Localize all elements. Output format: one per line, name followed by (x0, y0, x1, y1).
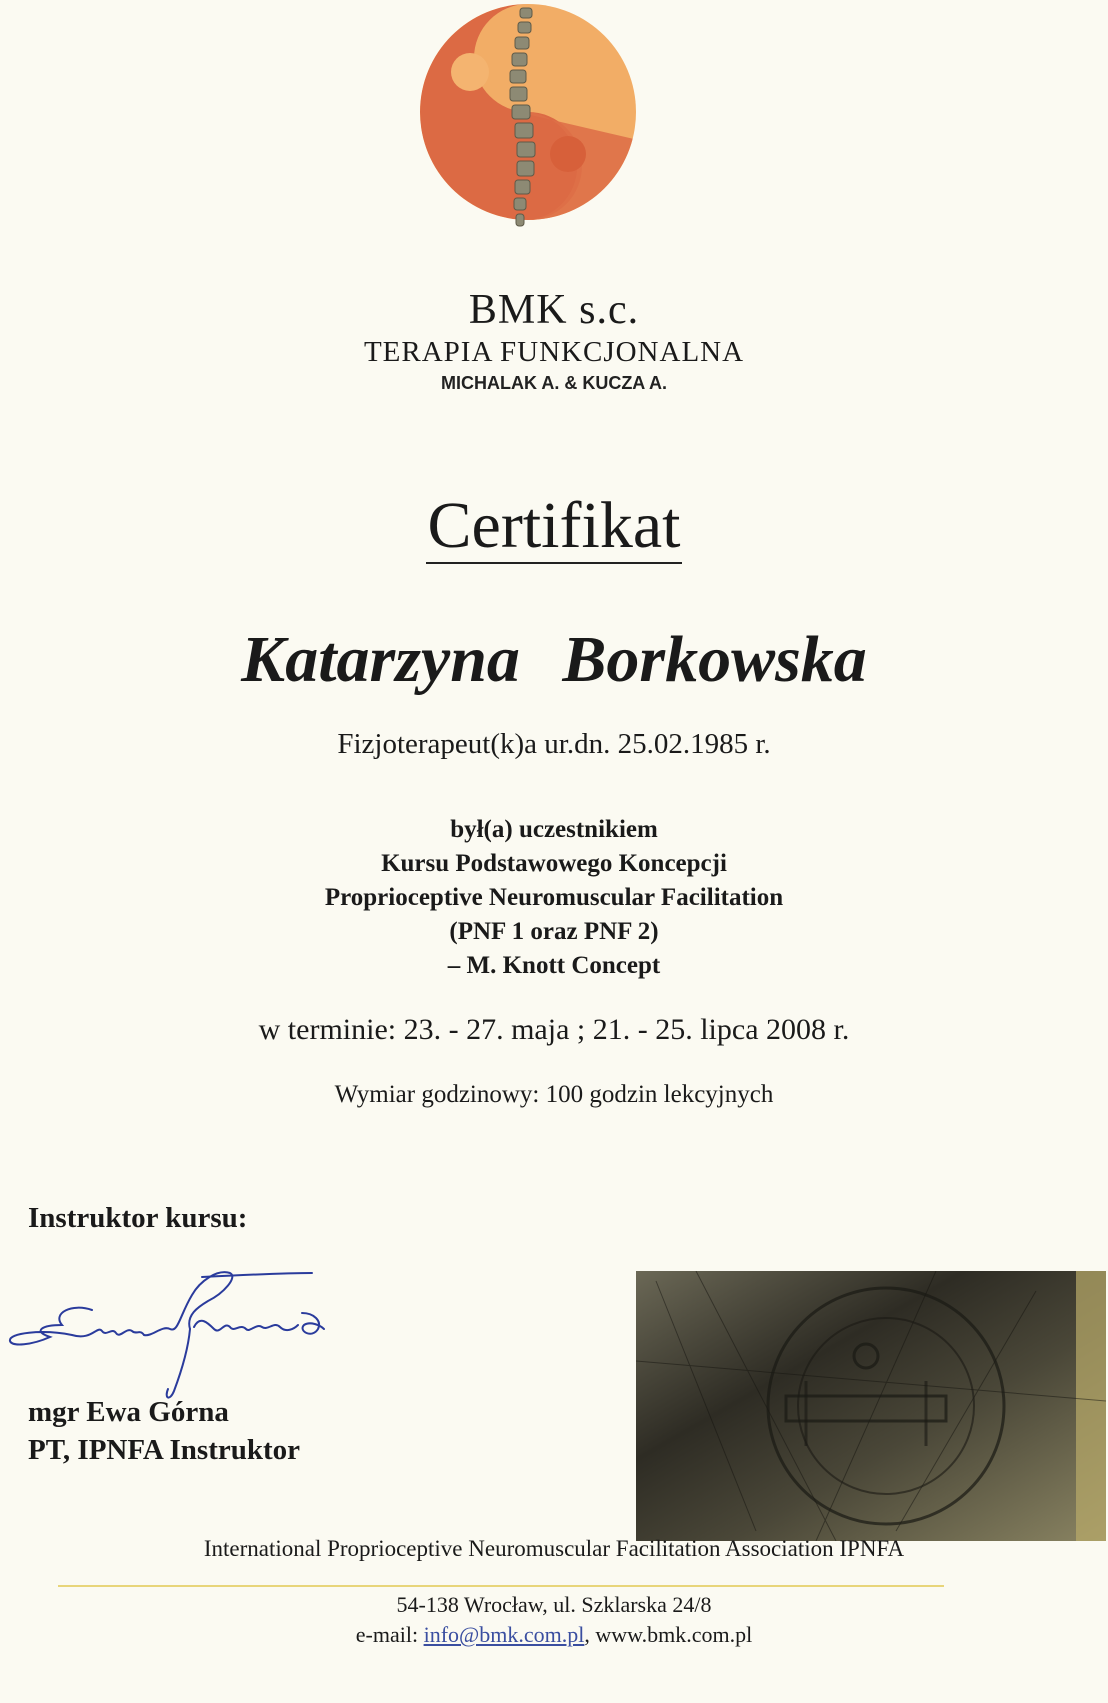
divider (58, 1585, 944, 1587)
footer-contact (0, 1590, 1108, 1650)
course-line: Proprioceptive Neuromuscular Facilitation (324, 884, 784, 911)
course-line: (PNF 1 oraz PNF 2) (449, 918, 659, 945)
email-label: e-mail: (355, 1622, 424, 1647)
embossed-seal-icon (636, 1271, 1106, 1541)
organization-name: BMK s.c. (468, 287, 640, 333)
course-description (0, 813, 1108, 983)
course-line: – M. Knott Concept (447, 952, 661, 979)
bmk-spine-logo-icon (408, 0, 648, 245)
association-name: International Proprioceptive Neuromuscular Facilitation Association IPNFA (203, 1536, 905, 1561)
signature-icon (2, 1255, 342, 1405)
course-line: był(a) uczestnikiem (450, 816, 658, 843)
instructor-name: mgr Ewa Górna (28, 1396, 229, 1428)
instructor-label: Instruktor kursu: (28, 1202, 248, 1234)
certificate-title (0, 488, 1108, 564)
recipient-details: Fizjoterapeut(k)a ur.dn. 25.02.1985 r. (337, 728, 771, 760)
course-term: w terminie: 23. - 27. maja ; 21. - 25. lipca 2008 r. (258, 1013, 850, 1046)
address: 54-138 Wrocław, ul. Szklarska 24/8 (396, 1592, 712, 1617)
email-link[interactable]: info@bmk.com.pl (423, 1622, 585, 1647)
website: , www.bmk.com.pl (584, 1622, 753, 1647)
organization-subtitle: TERAPIA FUNKCJONALNA (363, 336, 745, 368)
certificate-title-text: Certifikat (427, 489, 681, 562)
instructor-title: PT, IPNFA Instruktor (28, 1434, 301, 1466)
contact-line (0, 1620, 1108, 1650)
recipient-name: Katarzyna Borkowska (241, 623, 867, 696)
course-hours: Wymiar godzinowy: 100 godzin lekcyjnych (334, 1081, 774, 1108)
organization-owners: MICHALAK A. & KUCZA A. (441, 373, 667, 393)
instructor-block (28, 1393, 300, 1469)
course-line: Kursu Podstawowego Koncepcji (381, 850, 727, 877)
